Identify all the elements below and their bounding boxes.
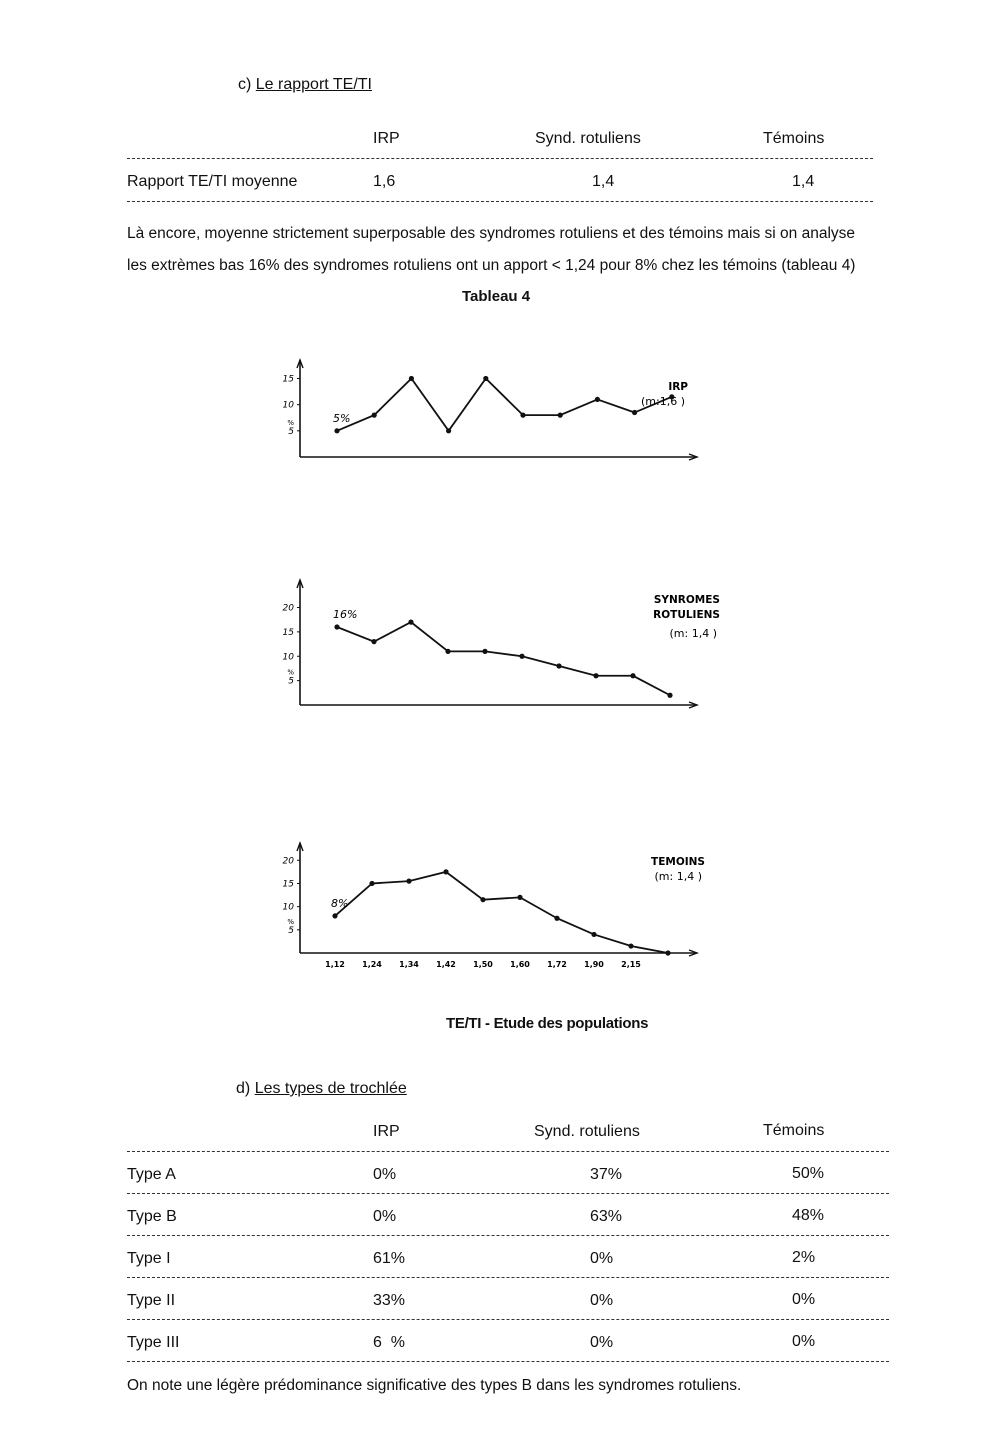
chart-2-point-6 [554, 916, 559, 921]
table-d-row-2-temoins: 2% [792, 1249, 816, 1266]
table-d-rule-1 [127, 1193, 889, 1194]
chart-2-ytick-label-0: 5 [288, 925, 294, 936]
chart-2-point-3 [443, 869, 448, 874]
table-d-row-0-irp: 0% [373, 1166, 397, 1183]
chart-1-point-8 [630, 673, 635, 678]
chart-2-xtick-label-6: 1,72 [547, 960, 567, 969]
chart-0-point-1 [372, 413, 377, 418]
table-d-row-2-synd: 0% [590, 1250, 614, 1267]
table-d-row-4-label: Type III [127, 1334, 180, 1351]
chart-2-point-9 [665, 950, 670, 955]
chart-0-point-3 [446, 428, 451, 433]
table-d-row-3-synd: 0% [590, 1292, 614, 1309]
table-d-row-1-label: Type B [127, 1208, 177, 1225]
chart-2-xtick-label-7: 1,90 [584, 960, 604, 969]
chart-2-xtick-label-2: 1,34 [399, 960, 419, 969]
chart-0-point-7 [595, 397, 600, 402]
table-d-row-4-synd: 0% [590, 1334, 614, 1351]
table-d-row-0-synd: 37% [590, 1166, 623, 1183]
table-c-header-synd: Synd. rotuliens [535, 130, 641, 147]
chart-1-point-0 [334, 624, 339, 629]
chart-2-start-label: 8% [331, 896, 349, 910]
table-d-rule-3 [127, 1277, 889, 1278]
chart-2-point-8 [628, 943, 633, 948]
table-d-row-4-irp: 6 % [373, 1334, 406, 1351]
chart-1-point-1 [371, 639, 376, 644]
chart-1-ytick-label-0: 5 [288, 676, 294, 687]
chart-0-series-line [337, 378, 672, 430]
table-c-value-temoins: 1,4 [792, 173, 815, 190]
chart-2-title: TEMOINS [651, 856, 705, 868]
chart-2-point-2 [406, 879, 411, 884]
chart-0-subtitle: (m:1,6 ) [641, 395, 685, 408]
table-c-row-label: Rapport TE/TI moyenne [127, 173, 298, 190]
chart-1-point-4 [482, 649, 487, 654]
chart-1-subtitle: (m: 1,4 ) [669, 627, 717, 640]
table-d-rule-5 [127, 1361, 889, 1362]
chart-2-point-7 [591, 932, 596, 937]
chart-2-ytick-label-3: 20 [282, 856, 294, 867]
chart-2-point-1 [369, 881, 374, 886]
table-d-row-0-temoins: 50% [792, 1165, 825, 1182]
chart-1-ytick-label-3: 20 [282, 603, 294, 614]
tableau-4-label: Tableau 4 [462, 288, 531, 305]
table-d-row-1-irp: 0% [373, 1208, 397, 1225]
chart-0-title: IRP [668, 381, 688, 393]
chart-2-point-4 [480, 897, 485, 902]
chart-0-point-4 [483, 376, 488, 381]
chart-1-point-6 [556, 663, 561, 668]
table-c-header-irp: IRP [373, 130, 400, 147]
chart-1-title: SYNROMES [653, 594, 720, 606]
table-d-row-4-temoins: 0% [792, 1333, 816, 1350]
table-d-row-3-label: Type II [127, 1292, 176, 1309]
table-d-row-3-irp: 33% [373, 1292, 406, 1309]
chart-0-point-6 [558, 413, 563, 418]
table-d-header-irp: IRP [373, 1123, 400, 1140]
chart-2-ytick-label-2: 15 [282, 879, 294, 890]
paragraph-line-2: les extrèmes bas 16% des syndromes rotuliens ont un apport < 1,24 pour 8% chez les témoins (tableau 4) [127, 257, 856, 274]
chart-2-xtick-label-3: 1,42 [436, 960, 456, 969]
table-d-row-0-label: Type A [127, 1166, 176, 1183]
chart-2-subtitle: (m: 1,4 ) [654, 870, 702, 883]
table-d-row-3-temoins: 0% [792, 1291, 816, 1308]
chart-1-title-2: ROTULIENS [653, 609, 720, 621]
table-c-value-synd: 1,4 [592, 173, 615, 190]
table-d-rule-2 [127, 1235, 889, 1236]
chart-1-point-5 [519, 654, 524, 659]
chart-0-point-5 [520, 413, 525, 418]
chart-1-ytick-label-1: 10 [282, 652, 294, 663]
chart-2-xtick-label-4: 1,50 [473, 960, 493, 969]
chart-1-ytick-label-2: 15 [282, 627, 294, 638]
chart-1-point-7 [593, 673, 598, 678]
table-c-header-temoins: Témoins [763, 130, 825, 147]
chart-0-point-2 [409, 376, 414, 381]
chart-0-point-8 [632, 410, 637, 415]
chart-2-xtick-label-8: 2,15 [621, 960, 641, 969]
chart-1-start-label: 16% [333, 608, 358, 621]
chart-0-start-label: 5% [333, 411, 351, 425]
chart-0-ytick-label-1: 10 [282, 400, 294, 411]
chart-1-ylabel: % [287, 668, 294, 677]
chart-1-series-line [337, 622, 670, 695]
chart-2-xtick-label-5: 1,60 [510, 960, 530, 969]
table-d-row-2-irp: 61% [373, 1250, 406, 1267]
chart-0-ytick-label-2: 15 [282, 374, 294, 385]
chart-0-ylabel: % [287, 418, 294, 427]
chart-2-series-line [335, 872, 668, 953]
table-d-rule-4 [127, 1319, 889, 1320]
section-d-title: Les types de trochlée [254, 1080, 407, 1097]
table-d-row-1-synd: 63% [590, 1208, 623, 1225]
table-c-value-irp: 1,6 [373, 173, 396, 190]
chart-2-point-5 [517, 895, 522, 900]
table-d-rule-0 [127, 1151, 889, 1152]
chart-2-xtick-label-0: 1,12 [325, 960, 345, 969]
section-d-prefix: d) [236, 1080, 251, 1097]
chart-1-point-9 [667, 693, 672, 698]
section-c-prefix: c) [238, 76, 252, 93]
chart-2-ytick-label-1: 10 [282, 902, 294, 913]
chart-1-point-2 [408, 620, 413, 625]
figure-caption: TE/TI - Etude des populations [446, 1015, 649, 1032]
table-d-row-2-label: Type I [127, 1250, 171, 1267]
chart-1-point-3 [445, 649, 450, 654]
chart-2-xtick-label-1: 1,24 [362, 960, 382, 969]
table-d-header-synd: Synd. rotuliens [534, 1123, 640, 1140]
table-d-header-temoins: Témoins [763, 1122, 825, 1139]
chart-0-ytick-label-0: 5 [288, 426, 294, 437]
note-paragraph: On note une légère prédominance significative des types B dans les syndromes rotuliens. [127, 1377, 742, 1394]
section-c-title: Le rapport TE/TI [255, 76, 372, 93]
paragraph-line-1: Là encore, moyenne strictement superposable des syndromes rotuliens et des témoins mais si on analyse [127, 225, 856, 242]
section-d-heading [236, 1080, 407, 1098]
chart-0-point-0 [334, 428, 339, 433]
table-d-row-1-temoins: 48% [792, 1207, 825, 1224]
chart-2-point-0 [332, 913, 337, 918]
chart-2-ylabel: % [287, 917, 294, 926]
